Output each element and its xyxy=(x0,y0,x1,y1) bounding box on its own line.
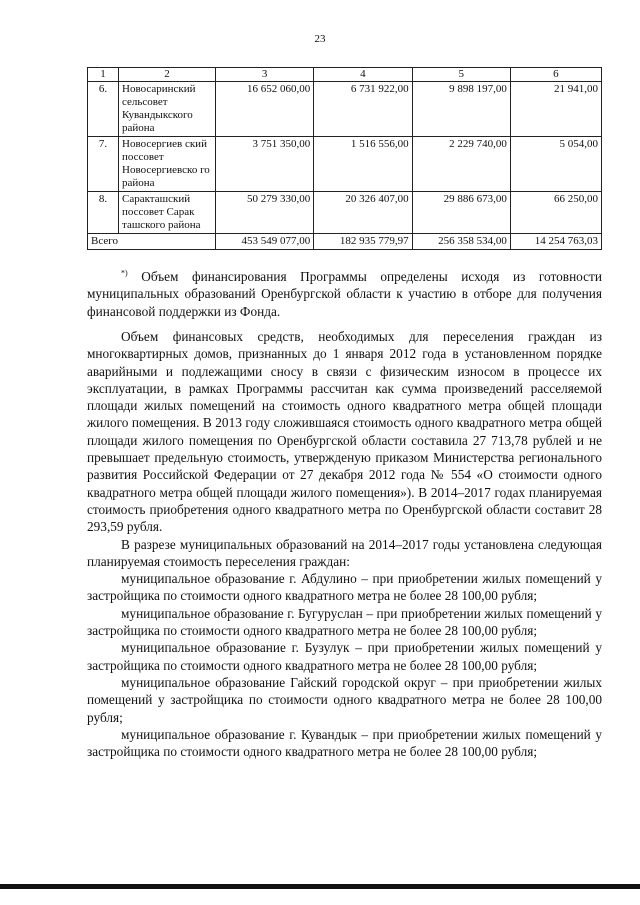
amount-cell: 50 279 330,00 xyxy=(216,192,314,234)
scan-border-line xyxy=(0,884,640,889)
amount-cell: 5 054,00 xyxy=(510,137,601,192)
table-header-row xyxy=(88,68,602,82)
header-cell: 6 xyxy=(510,68,601,82)
amount-cell: 29 886 673,00 xyxy=(412,192,510,234)
paragraph: В разрезе муниципальных образований на 2014–2017 годы установлена следующая планируемая стоимость переселения граждан: xyxy=(87,536,602,569)
page-number: 23 xyxy=(314,33,326,45)
municipality-name: Новосаринский сельсовет Кувандыкского района xyxy=(119,82,216,137)
row-number: 7. xyxy=(88,137,119,192)
row-number: 8. xyxy=(88,192,119,234)
body-text xyxy=(87,328,602,760)
total-amount: 453 549 077,00 xyxy=(216,234,314,250)
paragraph: муниципальное образование г. Кувандык – при приобретении жилых помещений у застройщика по стоимости одного квадратного метра не более 28 100,00 рубля; xyxy=(87,726,602,760)
amount-cell: 6 731 922,00 xyxy=(314,82,412,137)
table-row xyxy=(88,137,602,192)
total-amount: 182 935 779,97 xyxy=(314,234,412,250)
header-cell: 3 xyxy=(216,68,314,82)
table-row xyxy=(88,192,602,234)
header-cell: 5 xyxy=(412,68,510,82)
total-amount: 14 254 763,03 xyxy=(510,234,601,250)
paragraph: муниципальное образование г. Бугуруслан – при приобретении жилых помещений у застройщика по стоимости одного квадратного метра не более 28 100,00 рубля; xyxy=(87,605,602,639)
paragraph: Объем финансовых средств, необходимых для переселения граждан из многоквартирных домов, признанных до 1 января 2012 года в установленном порядке аварийными и подлежащими сносу в связи с физическим износом в процессе их эксплуатации, в рамках Программы рассчитан как сумма произведений расселяемой площади жилых помещений на стоимость одного квадратного метра общей площади жилого помещения. В 2013 году сложившаяся стоимость одного квадратного метра общей площади жилого помещения по Оренбургской области составила 27 713,78 рублей и не превышает предельную стоимость, утвержденую приказом Министерства регионального развития Российской Федерации от 27 декабря 2012 года № 554 «О стоимости одного квадратного метра общей площади жилого помещения»). В 2014–2017 годах планируемая стоимость приобретения одного квадратного метра по Оренбургской области составит 28 293,59 рубля. xyxy=(87,329,602,535)
paragraph: муниципальное образование Гайский городской округ – при приобретении жилых помещений у застройщика по стоимости одного квадратного метра не более 28 100,00 рубля; xyxy=(87,674,602,725)
header-cell: 2 xyxy=(119,68,216,82)
amount-cell: 1 516 556,00 xyxy=(314,137,412,192)
footnote-mark: *) xyxy=(121,268,128,278)
header-cell: 1 xyxy=(88,68,119,82)
paragraph: муниципальное образование г. Бузулук – при приобретении жилых помещений у застройщика по стоимости одного квадратного метра не более 28 100,00 рубля; xyxy=(87,640,602,673)
paragraph: муниципальное образование г. Абдулино – при приобретении жилых помещений у застройщика по стоимости одного квадратного метра не более 28 100,00 рубля; xyxy=(87,571,602,604)
municipality-name: Саракташский поссовет Сарак ташского района xyxy=(119,192,216,234)
amount-cell: 9 898 197,00 xyxy=(412,82,510,137)
total-label: Всего xyxy=(88,234,216,250)
footnote-text: Объем финансирования Программы определены исходя из готовности муниципальных образований Оренбургской области к участию в отборе для получения финансовой поддержки из Фонда. xyxy=(87,269,602,319)
municipality-name: Новосергиев ский поссовет Новосергиевско го района xyxy=(119,137,216,192)
table-total-row xyxy=(88,234,602,250)
amount-cell: 20 326 407,00 xyxy=(314,192,412,234)
header-cell: 4 xyxy=(314,68,412,82)
row-number: 6. xyxy=(88,82,119,137)
amount-cell: 66 250,00 xyxy=(510,192,601,234)
amount-cell: 21 941,00 xyxy=(510,82,601,137)
financing-table xyxy=(87,67,602,250)
table-row xyxy=(88,82,602,137)
footnote xyxy=(87,268,602,320)
amount-cell: 16 652 060,00 xyxy=(216,82,314,137)
total-amount: 256 358 534,00 xyxy=(412,234,510,250)
amount-cell: 2 229 740,00 xyxy=(412,137,510,192)
amount-cell: 3 751 350,00 xyxy=(216,137,314,192)
